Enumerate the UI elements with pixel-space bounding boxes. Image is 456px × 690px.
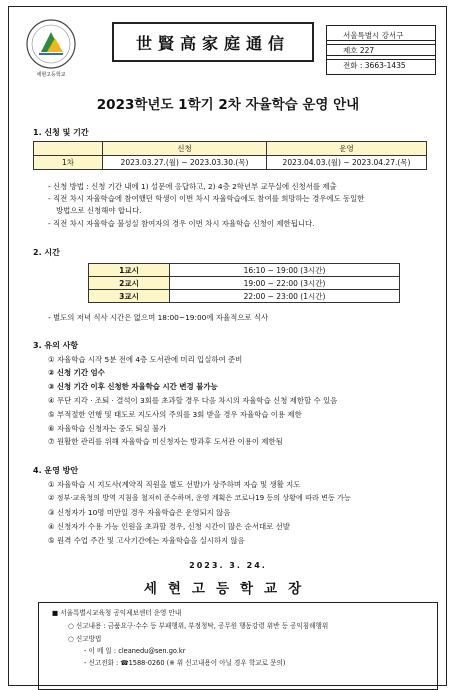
list-item: ④ 무단 지각 · 조퇴 · 결석이 3회를 초과할 경우 다음 차시의 자율학습 신청 제한할 수 있음 xyxy=(48,396,338,405)
table-row xyxy=(89,264,400,277)
table-header-cell: 운영 xyxy=(267,142,427,156)
table-row xyxy=(34,156,427,170)
notice-item: ○ 신고방법 xyxy=(68,635,102,643)
table-cell: 2023.04.03.(월) ~ 2023.04.27.(목) xyxy=(267,156,427,170)
table-cell: 1차 xyxy=(34,156,103,170)
list-item: ⑤ 원격 수업 주간 및 고사기간에는 자율학습을 실시하지 않음 xyxy=(48,536,245,545)
school-caption: 세현고등학교 xyxy=(36,72,66,78)
list-item: ① 자율학습 시 지도사(계약직 직원을 별도 선발)가 상주하며 자습 및 생활 지도 xyxy=(48,480,301,489)
list-item: - 별도의 저녁 식사 시간은 없으며 18:00~19:00에 자율적으로 식사 xyxy=(48,313,269,322)
page-title: 2023학년도 1학기 2차 자율학습 운영 안내 xyxy=(96,97,360,113)
table-cell: 16:10 ~ 19:00 (3시간) xyxy=(170,264,400,277)
section4-title: 4. 운영 방안 xyxy=(33,466,79,475)
table-header-cell: 신청 xyxy=(103,142,267,156)
list-item: ② 정부·교육청의 방역 지침을 철저히 준수하며, 운영 계획은 코로나19 등의 상황에 따라 변동 가능 xyxy=(48,493,351,502)
table-cell: 3교시 xyxy=(89,290,170,303)
list-item: - 직전 차시 자율학습에 참여했던 학생이 이번 차시 자율학습에도 참여를 희망하는 경우에도 동일한 xyxy=(48,194,365,203)
principal-signature: 세현고등학교장 xyxy=(143,581,313,597)
notice-title: ■ 서울특별시교육청 공익제보센터 운영 안내 xyxy=(52,609,182,617)
list-item: 방법으로 신청해야 합니다. xyxy=(56,206,142,215)
district-label: 서울특별시 강서구 xyxy=(326,25,436,45)
list-item: ⑦ 원활한 관리를 위해 자율학습 미신청자는 방과후 도서관 이용이 제한됨 xyxy=(48,437,283,446)
issue-number: 제호 227 xyxy=(326,40,436,60)
list-item: ② 신청 기간 엄수 xyxy=(48,368,105,377)
issue-date: 2023. 3. 24. xyxy=(189,561,267,570)
table-row xyxy=(89,290,400,303)
section3-title: 3. 유의 사항 xyxy=(33,341,79,350)
section2-title: 2. 시간 xyxy=(33,248,60,257)
list-item: ⑤ 부적절한 언행 및 태도로 지도사의 주의를 3회 받을 경우 자율학습 이용 제한 xyxy=(48,410,302,419)
list-item: ③ 신청자가 10명 미만일 경우 자율학습은 운영되지 않음 xyxy=(48,508,231,517)
school-emblem-icon xyxy=(25,18,77,70)
table-cell: 22:00 ~ 23:00 (1시간) xyxy=(170,290,400,303)
schedule-table xyxy=(88,263,400,303)
list-item: ① 자율학습 시작 5분 전에 4층 도서관에 미리 입실하여 준비 xyxy=(48,355,243,364)
table-cell: 1교시 xyxy=(89,264,170,277)
table-row xyxy=(89,277,400,290)
table-header-row xyxy=(34,142,427,156)
list-item: ③ 신청 기간 이후 신청한 자율학습 시간 변경 불가능 xyxy=(48,382,218,391)
list-item: - 직전 차시 자율학습 불성실 참여자의 경우 이번 차시 자율학습 신청이 제한됩니다. xyxy=(48,219,315,228)
phone-number: 전화 : 3663-1435 xyxy=(326,55,436,75)
list-item: - 신청 방법 : 신청 기간 내에 1) 설문에 응답하고, 2) 4층 2학년부 교무실에 신청서를 제출 xyxy=(48,182,337,191)
notice-item: ○ 신고내용 : 금품요구·수수 등 부패행위, 부정청탁, 공무원 행동강령 위반 등 공익침해행위 xyxy=(68,622,329,630)
table-cell: 2교시 xyxy=(89,277,170,290)
table-cell: 2023.03.27.(월) ~ 2023.03.30.(목) xyxy=(103,156,267,170)
application-table xyxy=(33,141,427,170)
notice-phone: - 신고전화 : ☎1588-0260 (※ 위 신고내용이 아닐 경우 학교로 문의) xyxy=(84,659,286,667)
newsletter-title: 世賢高家庭通信 xyxy=(112,22,314,62)
list-item: ⑥ 자율학습 신청자는 중도 퇴실 불가 xyxy=(48,424,167,433)
notice-email: - 이 메 일 : cleanedu@sen.go.kr xyxy=(84,647,186,655)
list-item: ④ 신청자가 수용 가능 인원을 초과할 경우, 신청 시간이 많은 순서대로 선발 xyxy=(48,522,290,531)
table-cell: 19:00 ~ 22:00 (3시간) xyxy=(170,277,400,290)
section1-title: 1. 신청 및 기간 xyxy=(33,128,89,137)
table-header-cell xyxy=(34,142,103,156)
